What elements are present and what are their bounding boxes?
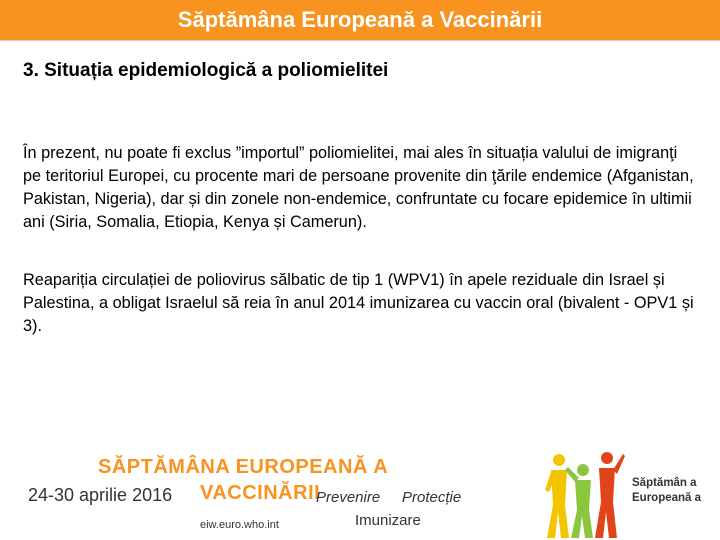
red-figure xyxy=(595,452,625,538)
yellow-figure xyxy=(545,454,569,538)
header-title: Săptămâna Europeană a Vaccinării xyxy=(177,7,543,32)
slide-subtitle: 3. Situația epidemiologică a poliomielitei xyxy=(23,60,389,81)
side-campaign-title: Săptămân a Europeană a xyxy=(632,477,702,504)
tag-imunizare: Imunizare xyxy=(355,512,421,529)
tag-protectie: Protecție xyxy=(402,489,462,506)
campaign-people-logo xyxy=(545,450,625,540)
paragraph-wpv1: Reapariția circulației de poliovirus sălbatic de tip 1 (WPV1) în apele reziduale din Israel și Palestina, a obligat Israelul să reia în anul 2014 imunizarea cu vaccin oral (bivalent - OPV1 și 3). xyxy=(23,271,694,335)
green-figure xyxy=(565,464,593,538)
campaign-dates: 24-30 aprilie 2016 xyxy=(28,485,173,505)
campaign-url[interactable]: eiw.euro.who.int xyxy=(200,519,279,531)
campaign-title-line2: VACCINĂRII xyxy=(200,482,321,504)
slide-header xyxy=(0,0,720,40)
paragraph-importul: În prezent, nu poate fi exclus ”importul” poliomielitei, mai ales în situația valului de imigranţi pe teritoriul Europei, cu procente mari de persoane provenite din ţările endemice (Afganistan, Pakistan, Nigeria), dar și din zonele non-endemice, confruntate cu focare epidemice în ultimii ani (Siria, Somalia, Etiopia, Kenya și Camerun). xyxy=(23,144,694,231)
tag-prevenire: Prevenire xyxy=(316,489,381,506)
header-divider xyxy=(0,40,720,41)
campaign-title-line1: SĂPTĂMÂNA EUROPEANĂ A xyxy=(98,456,389,478)
